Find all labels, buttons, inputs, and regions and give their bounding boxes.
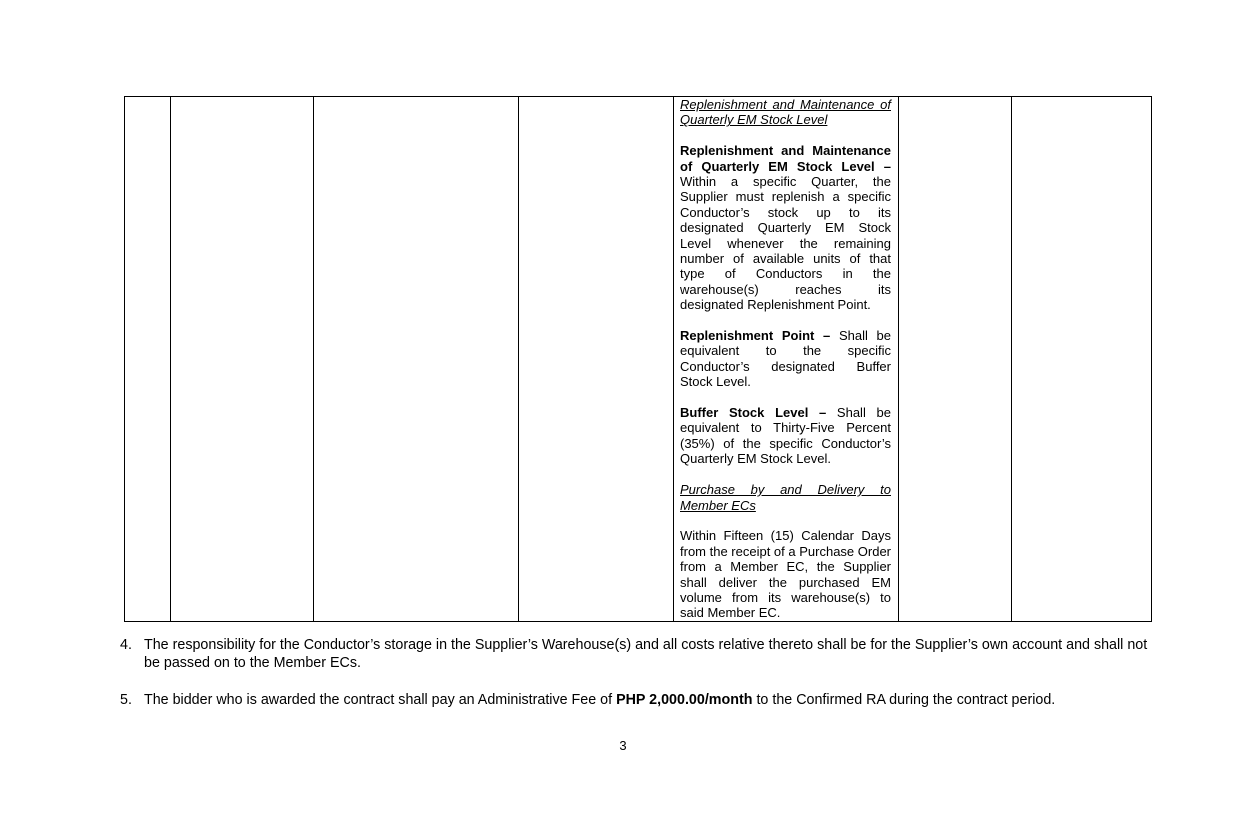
definition-replenishment-maintenance — [680, 143, 891, 312]
definition-term: Buffer Stock Level – — [680, 405, 827, 421]
page-number: 3 — [619, 738, 627, 753]
numbered-list — [120, 636, 1155, 709]
table-cell-empty — [314, 97, 519, 622]
section-heading-purchase-delivery: Purchase by and Delivery to Member ECs — [680, 482, 891, 513]
table-cell-empty — [1012, 97, 1152, 622]
definition-text: Within a specific Quarter, the Supplier must replenish a specific Conductor’s stock up to its designated Quarterly EM Stock Level whenever the remaining number of available units of that type of Conductors in the warehouse(s) reaches its designated Replenishment Point. — [680, 174, 891, 313]
list-item — [120, 636, 1155, 672]
section-heading-replenishment: Replenishment and Maintenance of Quarterly EM Stock Level — [680, 97, 891, 128]
table-row — [125, 97, 1152, 622]
table-cell-empty — [519, 97, 674, 622]
definition-text: Shall be equivalent to the specific Conductor’s designated Buffer Stock Level. — [680, 328, 891, 390]
requirements-table — [124, 96, 1152, 622]
definition-buffer-stock-level — [680, 405, 891, 467]
definition-term: Replenishment Point – — [680, 328, 831, 344]
table-cell-empty — [899, 97, 1012, 622]
list-item-text-before: The bidder who is awarded the contract shall pay an Administrative Fee of — [144, 692, 617, 708]
definition-replenishment-point — [680, 328, 891, 390]
list-item — [120, 691, 1155, 709]
table-cell-specification — [674, 97, 899, 622]
list-item-number: 5. — [120, 692, 132, 708]
definition-term: Replenishment and Maintenance of Quarterly EM Stock Level – — [680, 143, 891, 174]
delivery-paragraph: Within Fifteen (15) Calendar Days from the receipt of a Purchase Order from a Member EC, the Supplier shall deliver the purchased EM volume from its warehouse(s) to said Member EC. — [680, 528, 891, 621]
list-item-text: The responsibility for the Conductor’s storage in the Supplier’s Warehouse(s) and all costs relative thereto shall be for the Supplier’s own account and shall not be passed on to the Member ECs. — [144, 637, 1148, 671]
table-cell-empty — [125, 97, 171, 622]
table-cell-empty — [171, 97, 314, 622]
definition-text: Shall be equivalent to Thirty-Five Percent (35%) of the specific Conductor’s Quarterly EM Stock Level. — [680, 405, 891, 467]
list-item-text-after: to the Confirmed RA during the contract period. — [752, 692, 1056, 708]
list-item-number: 4. — [120, 637, 132, 653]
list-item-text — [144, 691, 1155, 709]
admin-fee-amount: PHP 2,000.00/month — [616, 692, 753, 708]
